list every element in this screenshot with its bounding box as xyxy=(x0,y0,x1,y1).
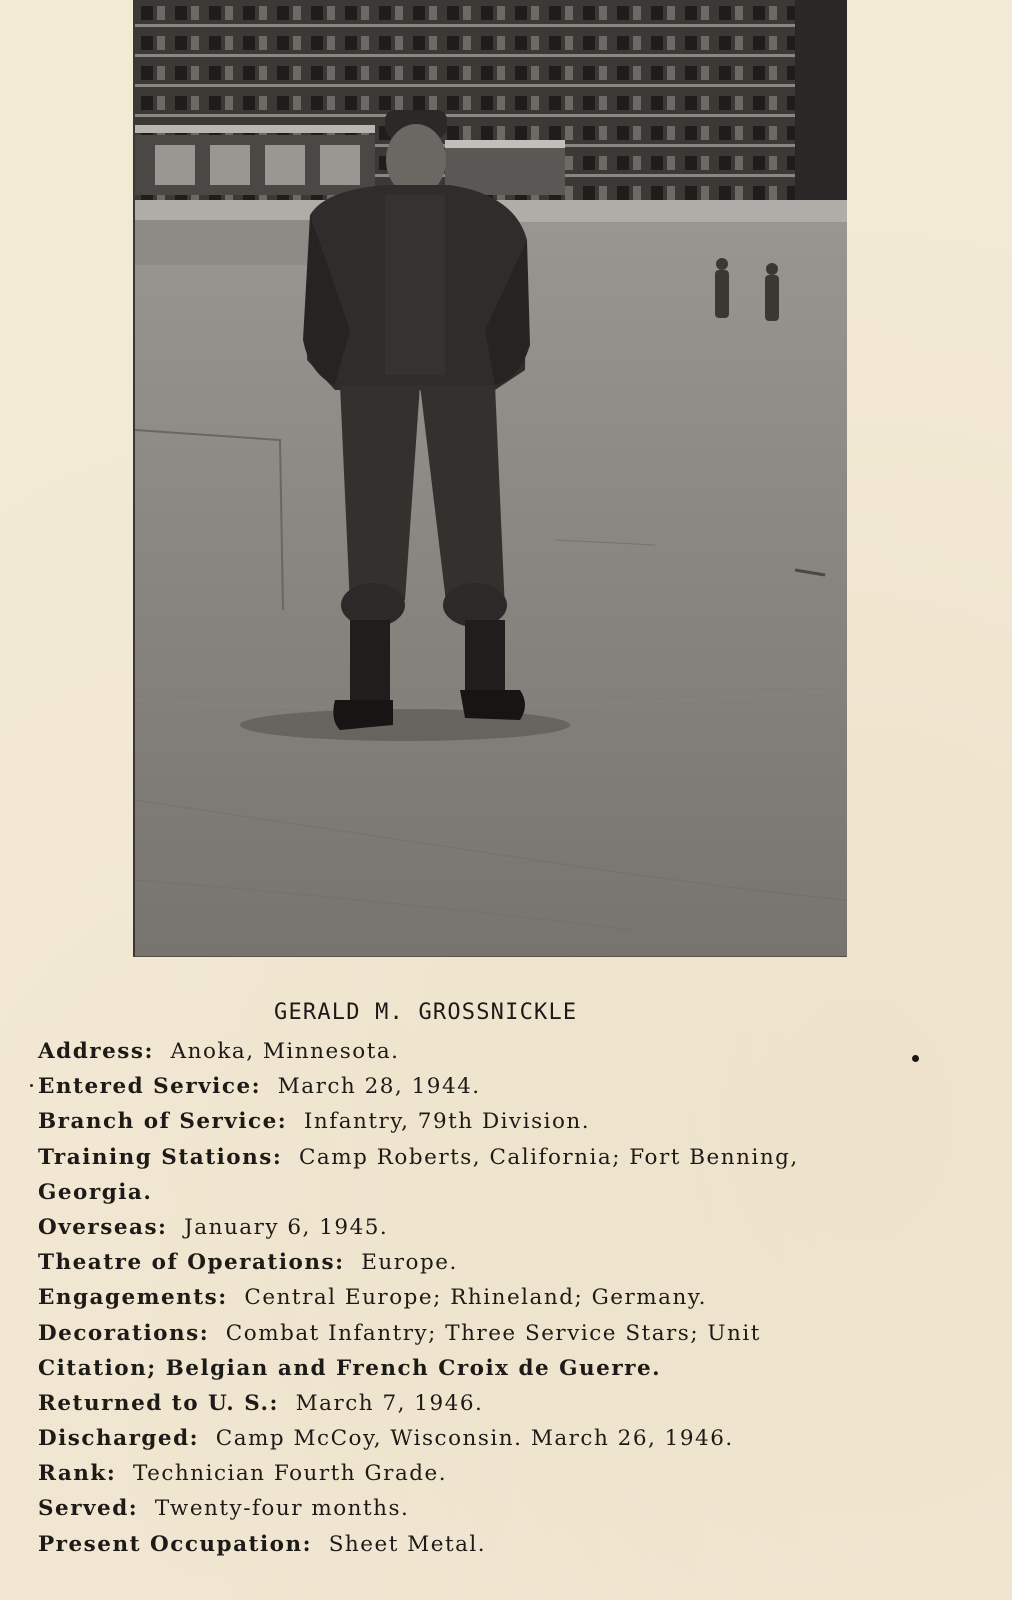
bio-entry-value: Infantry, 79th Division. xyxy=(303,1109,591,1135)
bio-entry-label: Branch of Service: xyxy=(38,1109,288,1135)
bio-entry-label: Address: xyxy=(38,1039,154,1064)
biography-entries xyxy=(38,1034,988,1562)
bio-entry-label: Returned to U. S.: xyxy=(38,1390,279,1416)
bio-entry xyxy=(38,1491,988,1526)
bio-entry xyxy=(38,1351,988,1386)
bio-entry-label: Overseas: xyxy=(38,1214,168,1240)
bio-entry xyxy=(38,1140,988,1175)
bio-entry xyxy=(38,1316,988,1351)
bio-entry-value: Camp McCoy, Wisconsin. March 26, 1946. xyxy=(215,1426,734,1452)
bio-entry xyxy=(38,1210,988,1245)
bio-entry xyxy=(38,1280,988,1315)
bio-entry xyxy=(38,1456,988,1491)
bio-entry xyxy=(38,1421,988,1456)
bio-entry-value: March 28, 1944. xyxy=(277,1074,481,1100)
bio-entry-label: Present Occupation: xyxy=(38,1531,313,1557)
bio-entry xyxy=(38,1245,988,1280)
bio-entry-value: Europe. xyxy=(361,1250,458,1276)
bio-entry-label: Engagements: xyxy=(38,1285,228,1311)
bio-entry-value: Twenty-four months. xyxy=(154,1496,410,1522)
bio-entry xyxy=(38,1104,988,1139)
bio-entry-label: Training Stations: xyxy=(38,1144,283,1170)
bio-entry-label: Entered Service: xyxy=(38,1074,262,1100)
bio-entry-value: Camp Roberts, California; Fort Benning, xyxy=(298,1144,799,1170)
bio-entry-value: March 7, 1946. xyxy=(295,1390,484,1416)
bio-entry-value: Combat Infantry; Three Service Stars; Unit xyxy=(225,1320,761,1346)
bio-entry xyxy=(38,1034,988,1069)
bio-entry-value: Sheet Metal. xyxy=(328,1531,487,1557)
bio-entry-value: Anoka, Minnesota. xyxy=(170,1039,400,1064)
soldier-photograph xyxy=(133,0,847,957)
biography-block xyxy=(38,996,988,1562)
bio-entry-label: Theatre of Operations: xyxy=(38,1250,345,1276)
bio-entry xyxy=(38,1527,988,1562)
bio-entry-value: Technician Fourth Grade. xyxy=(132,1461,448,1487)
bio-entry-label: Decorations: xyxy=(38,1320,210,1346)
bio-entry-label: Discharged: xyxy=(38,1426,200,1452)
bio-entry-value: Central Europe; Rhineland; Germany. xyxy=(244,1285,707,1311)
bio-entry xyxy=(38,1386,988,1421)
bio-entry-value: Georgia. xyxy=(38,1179,153,1205)
bio-entry-label: Rank: xyxy=(38,1461,117,1487)
bio-entry-label: Served: xyxy=(38,1496,139,1522)
bio-entry xyxy=(38,1175,988,1210)
bio-entry-value: Citation; Belgian and French Croix de Guerre. xyxy=(38,1355,662,1381)
bio-entry-value: January 6, 1945. xyxy=(184,1214,389,1240)
soldier-name-heading: GERALD M. GROSSNICKLE xyxy=(274,1000,578,1025)
ink-speck xyxy=(30,1084,33,1087)
bio-entry xyxy=(38,1069,988,1104)
